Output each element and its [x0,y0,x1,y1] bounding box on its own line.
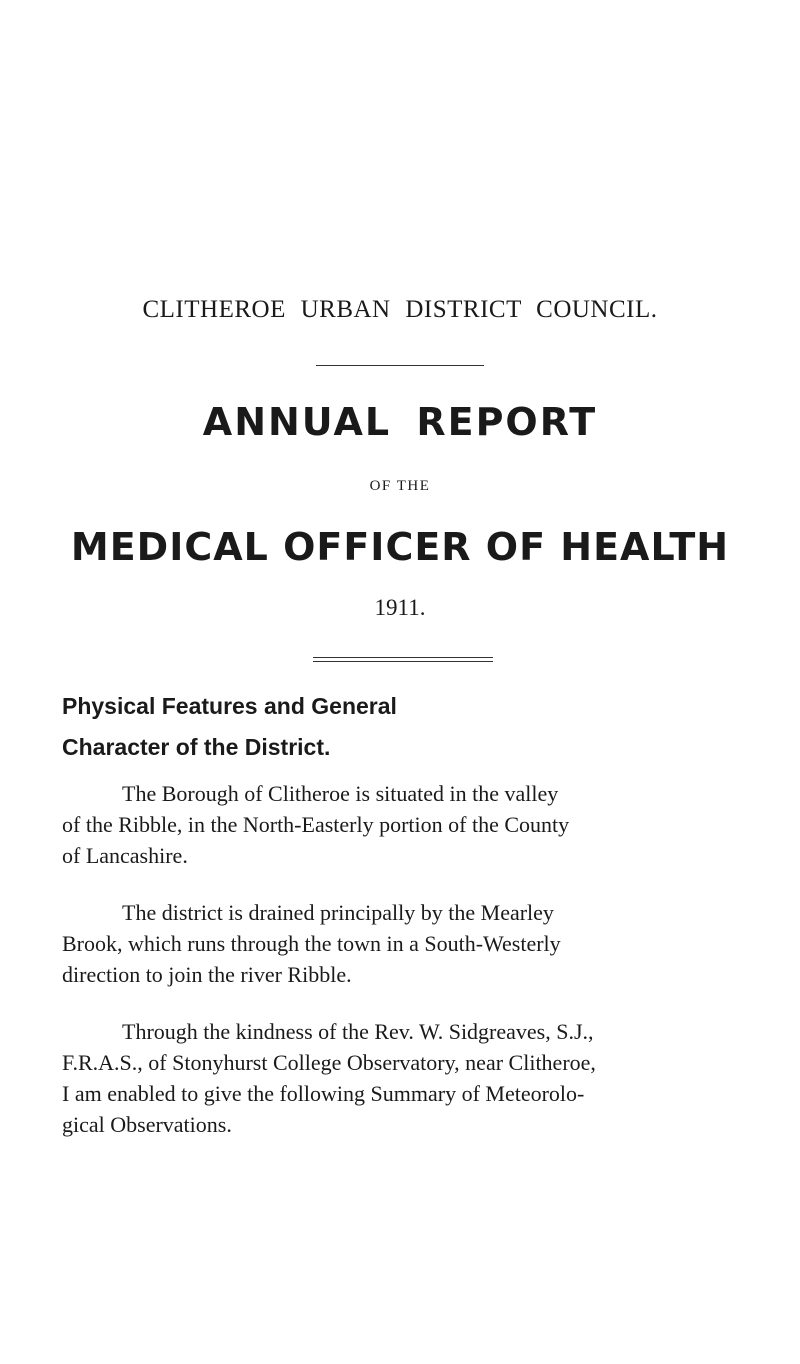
of-the-caption: OF THE [369,478,431,494]
paragraph-line: of the Ribble, in the North-Easterly portion of the County [62,812,570,837]
paragraph-line: gical Observations. [62,1112,232,1137]
paragraph-line: Brook, which runs through the town in a South-Westerly [62,931,561,956]
council-name: CLITHEROE URBAN DISTRICT COUNCIL. [142,296,658,323]
divider-rule-bottom-second [313,661,493,662]
officer-title: MEDICAL OFFICER OF HEALTH [70,525,730,569]
paragraph-line: direction to join the river Ribble. [62,962,352,987]
paragraph-drainage [62,897,752,990]
report-year: 1911. [374,595,426,620]
section-heading-line-1: Physical Features and General [62,693,397,719]
section-heading-line-2: Character of the District. [62,734,331,760]
paragraph-line: Through the kindness of the Rev. W. Sidgreaves, S.J., [122,1019,594,1044]
paragraph-line: F.R.A.S., of Stonyhurst College Observatory, near Clitheroe, [62,1050,596,1075]
paragraph-line: I am enabled to give the following Summary of Meteorolo- [62,1081,585,1106]
divider-rule-bottom [313,657,493,658]
report-title: ANNUAL REPORT [202,400,598,444]
paragraph-line: The Borough of Clitheroe is situated in the valley [122,781,559,806]
divider-rule-top [316,365,484,366]
paragraph-location [62,778,752,871]
paragraph-line: The district is drained principally by the Mearley [122,900,554,925]
paragraph-observations [62,1016,752,1140]
paragraph-line: of Lancashire. [62,843,188,868]
